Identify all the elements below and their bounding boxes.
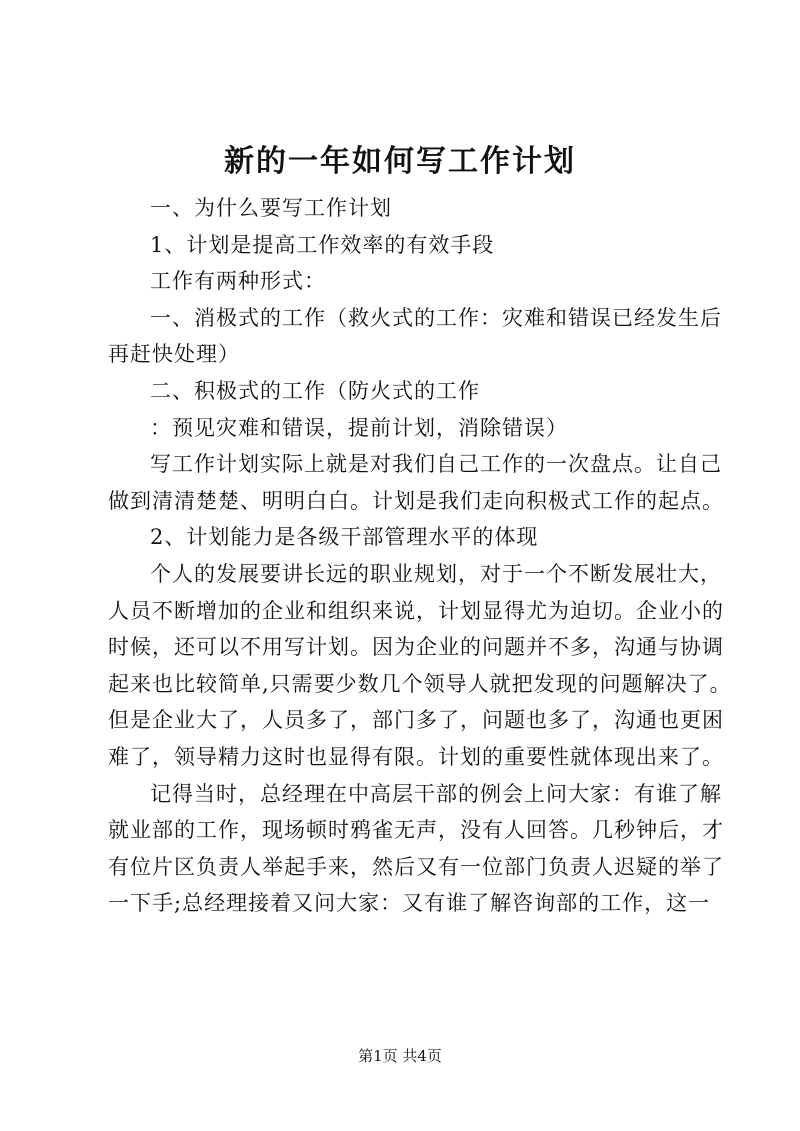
paragraph-line: 个人的发展要讲长远的职业规划，对于一个不断发展壮大， (150, 561, 722, 586)
paragraph-line: 就业部的工作，现场顿时鸦雀无声，没有人回答。几秒钟后，才 (108, 818, 724, 843)
paragraph-line: 做到清清楚楚、明明白白。计划是我们走向积极式工作的起点。 (108, 488, 724, 513)
page-footer: 第1页 共4页 (358, 1047, 442, 1065)
paragraph-line: 写工作计划实际上就是对我们自己工作的一次盘点。让自己 (150, 452, 722, 477)
paragraph-line: 工作有两种形式： (150, 269, 326, 294)
subsection-heading: 2、计划能力是各级干部管理水平的体现 (150, 525, 539, 550)
paragraph-line: 一下手;总经理接着又问大家：又有谁了解咨询部的工作，这一 (108, 891, 711, 916)
subsection-heading: 1、计划是提高工作效率的有效手段 (150, 232, 495, 257)
paragraph-line: ：预见灾难和错误，提前计划，消除错误） (150, 415, 568, 440)
paragraph-line: 人员不断增加的企业和组织来说，计划显得尤为迫切。企业小的 (108, 598, 724, 623)
paragraph-line: 时候，还可以不用写计划。因为企业的问题并不多，沟通与协调 (108, 635, 724, 660)
paragraph-line: 起来也比较简单,只需要少数几个领导人就把发现的问题解决了。 (108, 671, 732, 696)
paragraph-line: 有位片区负责人举起手来，然后又有一位部门负责人迟疑的举了 (108, 854, 724, 879)
paragraph-line: 记得当时，总经理在中高层干部的例会上问大家：有谁了解 (150, 781, 722, 806)
section-heading: 一、为什么要写工作计划 (150, 196, 392, 220)
document-body (108, 190, 732, 922)
paragraph-line: 一、消极式的工作（救火式的工作：灾难和错误已经发生后 (150, 305, 722, 330)
document-title: 新的一年如何写工作计划 (224, 144, 576, 179)
paragraph-line: 再赶快处理） (108, 342, 240, 367)
paragraph-line: 难了，领导精力这时也显得有限。计划的重要性就体现出来了。 (108, 744, 724, 769)
paragraph-line: 但是企业大了，人员多了，部门多了，问题也多了，沟通也更困 (108, 708, 724, 733)
paragraph-line: 二、积极式的工作（防火式的工作 (150, 378, 480, 403)
